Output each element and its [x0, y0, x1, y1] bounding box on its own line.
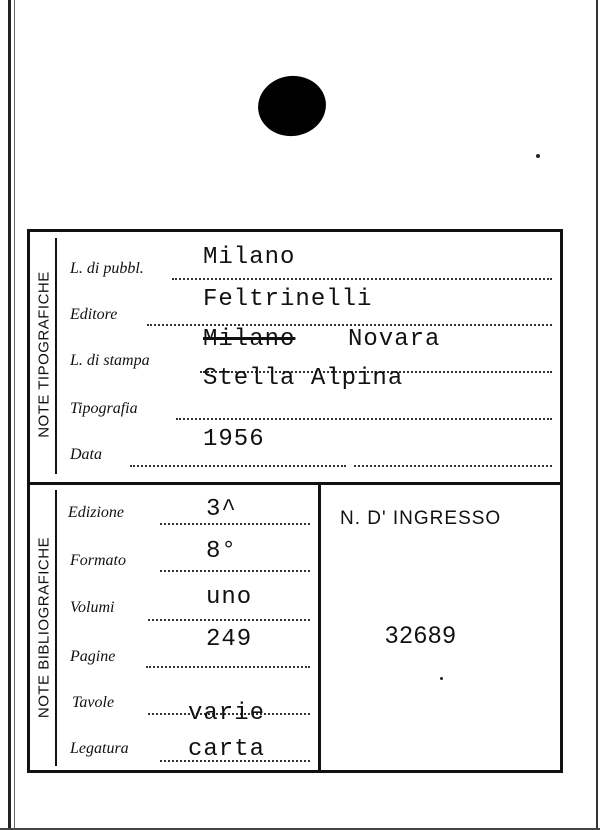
label-formato: Formato — [70, 552, 126, 569]
label-legatura: Legatura — [70, 740, 129, 757]
dotted-line — [148, 619, 310, 621]
ingresso-label: N. D' INGRESSO — [340, 508, 502, 529]
value-formato: 8° — [206, 538, 237, 565]
label-volumi: Volumi — [70, 599, 115, 616]
dotted-line — [146, 666, 310, 668]
dotted-line — [130, 465, 346, 467]
card-right-edge — [596, 0, 598, 830]
label-tavole: Tavole — [72, 694, 115, 711]
dotted-line — [160, 523, 310, 525]
value-volumi: uno — [206, 584, 253, 611]
punch-hole — [254, 72, 330, 141]
value-luogo-pubblicazione: Milano — [203, 244, 296, 271]
label-editore: Editore — [70, 306, 118, 323]
card-left-edge-inner — [14, 0, 15, 830]
dotted-line — [176, 418, 552, 420]
column-divider — [318, 485, 321, 770]
value-edizione: 3^ — [206, 496, 237, 523]
section-divider — [30, 482, 560, 485]
label-pagine: Pagine — [70, 648, 116, 665]
label-tipografia: Tipografia — [70, 400, 138, 417]
label-luogo-stampa: L. di stampa — [70, 352, 150, 369]
speck — [536, 154, 540, 158]
ingresso-number: 32689 — [385, 622, 457, 649]
value-tipografia: Stella Alpina — [203, 365, 404, 392]
label-edizione: Edizione — [68, 504, 124, 521]
dotted-line — [354, 465, 552, 467]
value-editore: Feltrinelli — [203, 286, 373, 313]
label-data: Data — [70, 446, 102, 463]
side-rule-bottom — [55, 490, 57, 766]
card-left-edge — [8, 0, 11, 830]
section-label-bibliografiche: NOTE BIBLIOGRAFICHE — [35, 536, 53, 719]
section-label-tipografiche: NOTE TIPOGRAFICHE — [35, 271, 53, 438]
side-rule-top — [55, 238, 57, 474]
value-legatura: carta — [188, 736, 266, 763]
dotted-line — [160, 570, 310, 572]
value-data: 1956 — [203, 426, 265, 453]
value-tavole: varie — [188, 700, 266, 727]
catalog-card — [27, 229, 563, 773]
label-luogo-pubblicazione: L. di pubbl. — [70, 260, 144, 277]
dotted-line — [172, 278, 552, 280]
value-pagine: 249 — [206, 626, 253, 653]
value-luogo-stampa: Novara — [348, 326, 441, 353]
value-luogo-stampa-struck: Milano — [203, 326, 296, 353]
